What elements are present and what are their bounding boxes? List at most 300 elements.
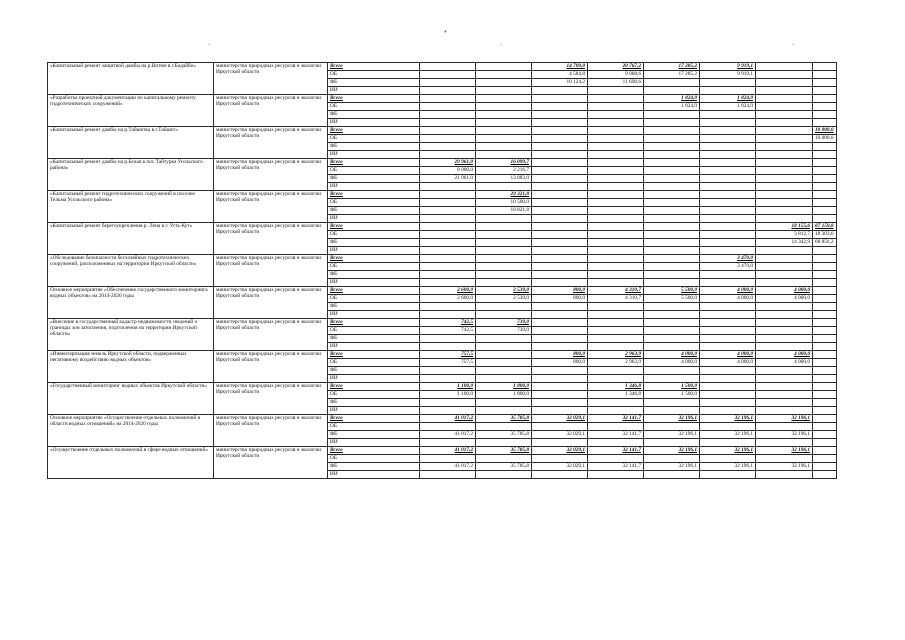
amount-cell — [813, 311, 837, 319]
amount-cell — [813, 423, 837, 431]
amount-cell — [813, 183, 837, 191]
amount-cell: 1 800,0 — [476, 391, 532, 399]
executor-name: министерство природных ресурсов и экологии Иркутской области — [214, 351, 328, 383]
amount-cell: 1 346,8 — [588, 383, 644, 391]
amount-cell: 87 159,8 — [813, 223, 837, 231]
amount-cell — [813, 143, 837, 151]
amount-cell — [476, 151, 532, 159]
amount-cell — [588, 167, 644, 175]
amount-cell — [532, 255, 588, 263]
measure-name: «Инвентаризация земель Иркутской области, подверженных негативному воздействию водных объектов» — [48, 351, 214, 383]
measure-name: «Капитальный ремонт берегоукрепления р. Лена в г. Усть-Кут» — [48, 223, 214, 255]
table-row — [48, 383, 837, 391]
amount-cell: 2 600,0 — [420, 295, 476, 303]
amount-cell — [813, 343, 837, 351]
amount-cell: 32 196,1 — [644, 415, 700, 423]
amount-cell — [588, 271, 644, 279]
executor-name: министерство природных ресурсов и экологии Иркутской области — [214, 223, 328, 255]
amount-cell — [420, 375, 476, 383]
table-row — [48, 255, 837, 263]
amount-cell: 18 155,6 — [756, 223, 813, 231]
amount-cell: 800,0 — [532, 287, 588, 295]
measure-name: «Осуществление отдельных полномочий в сфере водных отношений» — [48, 447, 214, 479]
amount-cell — [476, 343, 532, 351]
table-row — [48, 223, 837, 231]
amount-cell — [588, 335, 644, 343]
amount-cell: 11 698,6 — [588, 79, 644, 87]
amount-cell — [813, 359, 837, 367]
funding-source: ФБ — [328, 367, 420, 375]
amount-cell — [532, 159, 588, 167]
amount-cell — [476, 87, 532, 95]
amount-cell — [700, 231, 756, 239]
amount-cell — [644, 247, 700, 255]
funding-source: ИИ — [328, 407, 420, 415]
amount-cell — [644, 159, 700, 167]
amount-cell — [476, 359, 532, 367]
amount-cell: 21 961,0 — [420, 175, 476, 183]
funding-source: Всего — [328, 319, 420, 327]
amount-cell — [476, 95, 532, 103]
amount-cell: 4 000,0 — [700, 287, 756, 295]
amount-cell — [588, 367, 644, 375]
amount-cell — [588, 127, 644, 135]
funding-source: Всего — [328, 383, 420, 391]
amount-cell: 32 196,1 — [700, 415, 756, 423]
amount-cell: 68 856,2 — [813, 239, 837, 247]
amount-cell — [420, 239, 476, 247]
amount-cell — [588, 111, 644, 119]
amount-cell: 32 141,7 — [588, 415, 644, 423]
amount-cell — [756, 279, 813, 287]
amount-cell — [644, 423, 700, 431]
amount-cell — [532, 223, 588, 231]
amount-cell — [420, 151, 476, 159]
amount-cell — [588, 215, 644, 223]
amount-cell — [476, 399, 532, 407]
amount-cell — [700, 207, 756, 215]
amount-cell — [813, 167, 837, 175]
amount-cell — [532, 231, 588, 239]
funding-source: ФБ — [328, 431, 420, 439]
amount-cell — [476, 103, 532, 111]
funding-source: ОБ — [328, 167, 420, 175]
amount-cell — [588, 343, 644, 351]
amount-cell — [420, 335, 476, 343]
amount-cell: 2 600,0 — [420, 287, 476, 295]
amount-cell — [700, 319, 756, 327]
amount-cell — [813, 447, 837, 455]
amount-cell — [644, 143, 700, 151]
amount-cell — [420, 63, 476, 71]
amount-cell — [532, 151, 588, 159]
amount-cell — [813, 455, 837, 463]
amount-cell: 32 196,1 — [644, 431, 700, 439]
amount-cell — [420, 191, 476, 199]
amount-cell: 41 017,2 — [420, 463, 476, 471]
amount-cell — [813, 119, 837, 127]
funding-source: ИИ — [328, 183, 420, 191]
measure-name: «Капитальный ремонт дамбы на р.Белая в пос.Тайтурка Усольского района» — [48, 159, 214, 191]
amount-cell — [532, 407, 588, 415]
amount-cell — [756, 79, 813, 87]
amount-cell — [532, 343, 588, 351]
amount-cell — [420, 255, 476, 263]
amount-cell — [756, 255, 813, 263]
amount-cell — [644, 263, 700, 271]
amount-cell: 32 196,1 — [756, 415, 813, 423]
amount-cell — [756, 311, 813, 319]
amount-cell — [813, 63, 837, 71]
amount-cell: 757,5 — [420, 359, 476, 367]
amount-cell — [588, 303, 644, 311]
amount-cell — [700, 343, 756, 351]
amount-cell — [588, 151, 644, 159]
executor-name: министерство природных ресурсов и экологии Иркутской области — [214, 95, 328, 127]
amount-cell — [532, 455, 588, 463]
amount-cell: 1 824,0 — [644, 95, 700, 103]
amount-cell: 32 196,1 — [756, 447, 813, 455]
table-row — [48, 191, 837, 199]
amount-cell: 29 961,0 — [420, 159, 476, 167]
amount-cell — [700, 151, 756, 159]
amount-cell — [420, 263, 476, 271]
amount-cell: 1 100,0 — [420, 391, 476, 399]
amount-cell — [813, 103, 837, 111]
amount-cell: 2 963,9 — [588, 359, 644, 367]
amount-cell — [756, 191, 813, 199]
amount-cell — [588, 87, 644, 95]
amount-cell — [813, 407, 837, 415]
amount-cell: 4 000,0 — [700, 359, 756, 367]
funding-source: ФБ — [328, 399, 420, 407]
amount-cell — [700, 271, 756, 279]
amount-cell: 32 196,1 — [644, 463, 700, 471]
amount-cell — [476, 223, 532, 231]
amount-cell — [700, 375, 756, 383]
amount-cell — [813, 415, 837, 423]
amount-cell — [644, 231, 700, 239]
amount-cell — [532, 95, 588, 103]
amount-cell — [756, 183, 813, 191]
amount-cell: 35 785,8 — [476, 431, 532, 439]
amount-cell — [813, 383, 837, 391]
amount-cell: 32 196,1 — [756, 431, 813, 439]
amount-cell — [756, 87, 813, 95]
executor-name: министерство природных ресурсов и экологии Иркутской области — [214, 63, 328, 95]
amount-cell — [756, 143, 813, 151]
funding-source: ИИ — [328, 471, 420, 479]
amount-cell: 4 000,0 — [644, 359, 700, 367]
amount-cell — [813, 199, 837, 207]
amount-cell: 9 919,1 — [700, 71, 756, 79]
amount-cell — [756, 407, 813, 415]
amount-cell: 5 500,0 — [644, 287, 700, 295]
funding-source: ИИ — [328, 215, 420, 223]
amount-cell — [756, 199, 813, 207]
amount-cell — [813, 319, 837, 327]
amount-cell — [813, 255, 837, 263]
amount-cell — [756, 375, 813, 383]
amount-cell — [588, 439, 644, 447]
amount-cell — [700, 367, 756, 375]
amount-cell — [476, 471, 532, 479]
amount-cell — [588, 311, 644, 319]
amount-cell — [644, 399, 700, 407]
amount-cell — [813, 207, 837, 215]
funding-source: ИИ — [328, 375, 420, 383]
amount-cell: 1 824,0 — [644, 103, 700, 111]
amount-cell: 1 500,0 — [644, 383, 700, 391]
funding-source: ФБ — [328, 143, 420, 151]
amount-cell: 10 500,0 — [476, 199, 532, 207]
executor-name: министерство природных ресурсов и экологии Иркутской области — [214, 287, 328, 319]
amount-cell: 9 068,6 — [588, 71, 644, 79]
funding-source: Всего — [328, 415, 420, 423]
amount-cell — [532, 199, 588, 207]
amount-cell — [476, 335, 532, 343]
amount-cell — [644, 135, 700, 143]
amount-cell — [476, 439, 532, 447]
amount-cell — [588, 191, 644, 199]
amount-cell: 32 141,7 — [588, 431, 644, 439]
amount-cell — [756, 263, 813, 271]
amount-cell — [813, 295, 837, 303]
measure-name: Основное мероприятие «Осуществление отдельных полномочий в области водных отношений» на 2014-2020 годы — [48, 415, 214, 447]
amount-cell — [476, 247, 532, 255]
amount-cell — [813, 175, 837, 183]
amount-cell — [532, 423, 588, 431]
amount-cell — [644, 279, 700, 287]
amount-cell — [700, 247, 756, 255]
amount-cell: 4 000,0 — [756, 295, 813, 303]
amount-cell — [644, 407, 700, 415]
amount-cell: 35 785,8 — [476, 447, 532, 455]
amount-cell — [532, 311, 588, 319]
measure-name: «Капитальный ремонт гидротехнических сооружений в поселке Тельма Усольского района» — [48, 191, 214, 223]
amount-cell — [532, 119, 588, 127]
amount-cell — [700, 327, 756, 335]
amount-cell — [420, 207, 476, 215]
amount-cell — [420, 79, 476, 87]
amount-cell — [532, 207, 588, 215]
amount-cell: 4 000,0 — [700, 295, 756, 303]
funding-source: ОБ — [328, 263, 420, 271]
funding-source: ИИ — [328, 279, 420, 287]
amount-cell — [588, 143, 644, 151]
funding-table — [47, 62, 837, 479]
amount-cell — [420, 135, 476, 143]
amount-cell — [644, 199, 700, 207]
amount-cell — [532, 471, 588, 479]
amount-cell: 18 303,6 — [813, 231, 837, 239]
amount-cell: 742,5 — [420, 327, 476, 335]
amount-cell — [532, 303, 588, 311]
amount-cell — [420, 103, 476, 111]
amount-cell — [700, 223, 756, 231]
amount-cell — [420, 311, 476, 319]
amount-cell — [532, 167, 588, 175]
amount-cell — [476, 255, 532, 263]
amount-cell — [588, 399, 644, 407]
funding-source: ФБ — [328, 79, 420, 87]
amount-cell: 41 017,2 — [420, 447, 476, 455]
amount-cell — [476, 375, 532, 383]
amount-cell — [813, 79, 837, 87]
amount-cell: 4 310,7 — [588, 287, 644, 295]
amount-cell — [420, 423, 476, 431]
amount-cell — [532, 183, 588, 191]
amount-cell — [756, 399, 813, 407]
amount-cell: 10 000,0 — [813, 135, 837, 143]
amount-cell: 20 767,2 — [588, 63, 644, 71]
amount-cell: 14 342,9 — [756, 239, 813, 247]
amount-cell — [644, 215, 700, 223]
amount-cell — [644, 239, 700, 247]
amount-cell — [420, 223, 476, 231]
amount-cell — [644, 367, 700, 375]
amount-cell: 32 196,1 — [756, 463, 813, 471]
amount-cell — [532, 191, 588, 199]
funding-source: Всего — [328, 287, 420, 295]
amount-cell — [644, 223, 700, 231]
amount-cell — [700, 87, 756, 95]
amount-cell — [756, 151, 813, 159]
amount-cell — [813, 367, 837, 375]
executor-name: министерство природных ресурсов и экологии Иркутской области — [214, 159, 328, 191]
amount-cell — [476, 271, 532, 279]
amount-cell — [813, 303, 837, 311]
amount-cell — [756, 103, 813, 111]
amount-cell — [476, 303, 532, 311]
amount-cell — [813, 71, 837, 79]
amount-cell: 800,0 — [532, 351, 588, 359]
amount-cell — [420, 271, 476, 279]
funding-source: ФБ — [328, 303, 420, 311]
amount-cell — [700, 439, 756, 447]
amount-cell — [532, 143, 588, 151]
amount-cell — [644, 375, 700, 383]
amount-cell: 32 196,1 — [644, 447, 700, 455]
scan-dot: . — [792, 40, 794, 47]
amount-cell — [644, 151, 700, 159]
amount-cell — [476, 263, 532, 271]
amount-cell — [813, 287, 837, 295]
amount-cell: 4 584,8 — [532, 71, 588, 79]
amount-cell — [644, 183, 700, 191]
amount-cell — [756, 215, 813, 223]
funding-source: ФБ — [328, 271, 420, 279]
page-mark: * — [444, 30, 447, 37]
amount-cell — [588, 319, 644, 327]
table-row — [48, 127, 837, 135]
amount-cell — [588, 279, 644, 287]
amount-cell — [532, 239, 588, 247]
amount-cell — [532, 271, 588, 279]
amount-cell — [588, 231, 644, 239]
amount-cell: 2 963,9 — [588, 351, 644, 359]
amount-cell — [756, 343, 813, 351]
amount-cell — [476, 423, 532, 431]
amount-cell — [532, 263, 588, 271]
amount-cell — [420, 199, 476, 207]
amount-cell: 4 000,0 — [756, 359, 813, 367]
amount-cell — [420, 367, 476, 375]
amount-cell — [813, 335, 837, 343]
amount-cell — [476, 111, 532, 119]
funding-source: ОБ — [328, 327, 420, 335]
amount-cell — [644, 303, 700, 311]
amount-cell — [813, 399, 837, 407]
measure-name: «Внесение в государственный кадастр недвижимости сведений о границах зон затопления, подтопления на территории Иркутской области» — [48, 319, 214, 351]
amount-cell — [756, 319, 813, 327]
funding-source: Всего — [328, 191, 420, 199]
measure-name: «Государственный мониторинг водных объектов Иркутской области» — [48, 383, 214, 415]
amount-cell — [420, 455, 476, 463]
amount-cell: 29 321,8 — [476, 191, 532, 199]
amount-cell — [700, 79, 756, 87]
amount-cell — [476, 231, 532, 239]
amount-cell — [813, 87, 837, 95]
amount-cell — [813, 471, 837, 479]
amount-cell — [756, 327, 813, 335]
amount-cell: 35 785,8 — [476, 463, 532, 471]
amount-cell — [644, 175, 700, 183]
amount-cell — [756, 135, 813, 143]
amount-cell: 1 500,0 — [644, 391, 700, 399]
amount-cell — [420, 183, 476, 191]
measure-name: Основное мероприятие «Обеспечение государственного мониторинга водных объектов» на 2014-2020 годы — [48, 287, 214, 319]
amount-cell: 14 709,0 — [532, 63, 588, 71]
amount-cell: 800,0 — [532, 359, 588, 367]
measure-name: «Капитальный ремонт дамбы на р.Тайшетка в г.Тайшет» — [48, 127, 214, 159]
executor-name: министерство природных ресурсов и экологии Иркутской области — [214, 127, 328, 159]
funding-source: ИИ — [328, 343, 420, 351]
amount-cell — [813, 247, 837, 255]
amount-cell — [813, 95, 837, 103]
amount-cell: 32 196,1 — [700, 463, 756, 471]
amount-cell — [532, 375, 588, 383]
amount-cell — [476, 183, 532, 191]
amount-cell — [644, 319, 700, 327]
amount-cell — [476, 63, 532, 71]
amount-cell — [532, 135, 588, 143]
funding-source: Всего — [328, 351, 420, 359]
amount-cell — [588, 239, 644, 247]
amount-cell — [756, 423, 813, 431]
amount-cell — [700, 471, 756, 479]
amount-cell — [476, 71, 532, 79]
funding-source: ИИ — [328, 439, 420, 447]
funding-source: ОБ — [328, 455, 420, 463]
amount-cell — [813, 279, 837, 287]
amount-cell — [476, 279, 532, 287]
amount-cell — [700, 191, 756, 199]
executor-name: министерство природных ресурсов и экологии Иркутской области — [214, 415, 328, 447]
amount-cell — [756, 383, 813, 391]
amount-cell — [532, 279, 588, 287]
amount-cell — [588, 247, 644, 255]
amount-cell — [644, 335, 700, 343]
amount-cell — [588, 175, 644, 183]
amount-cell — [420, 399, 476, 407]
amount-cell — [813, 271, 837, 279]
amount-cell — [813, 263, 837, 271]
amount-cell — [700, 159, 756, 167]
amount-cell — [420, 439, 476, 447]
amount-cell — [420, 95, 476, 103]
amount-cell — [420, 343, 476, 351]
